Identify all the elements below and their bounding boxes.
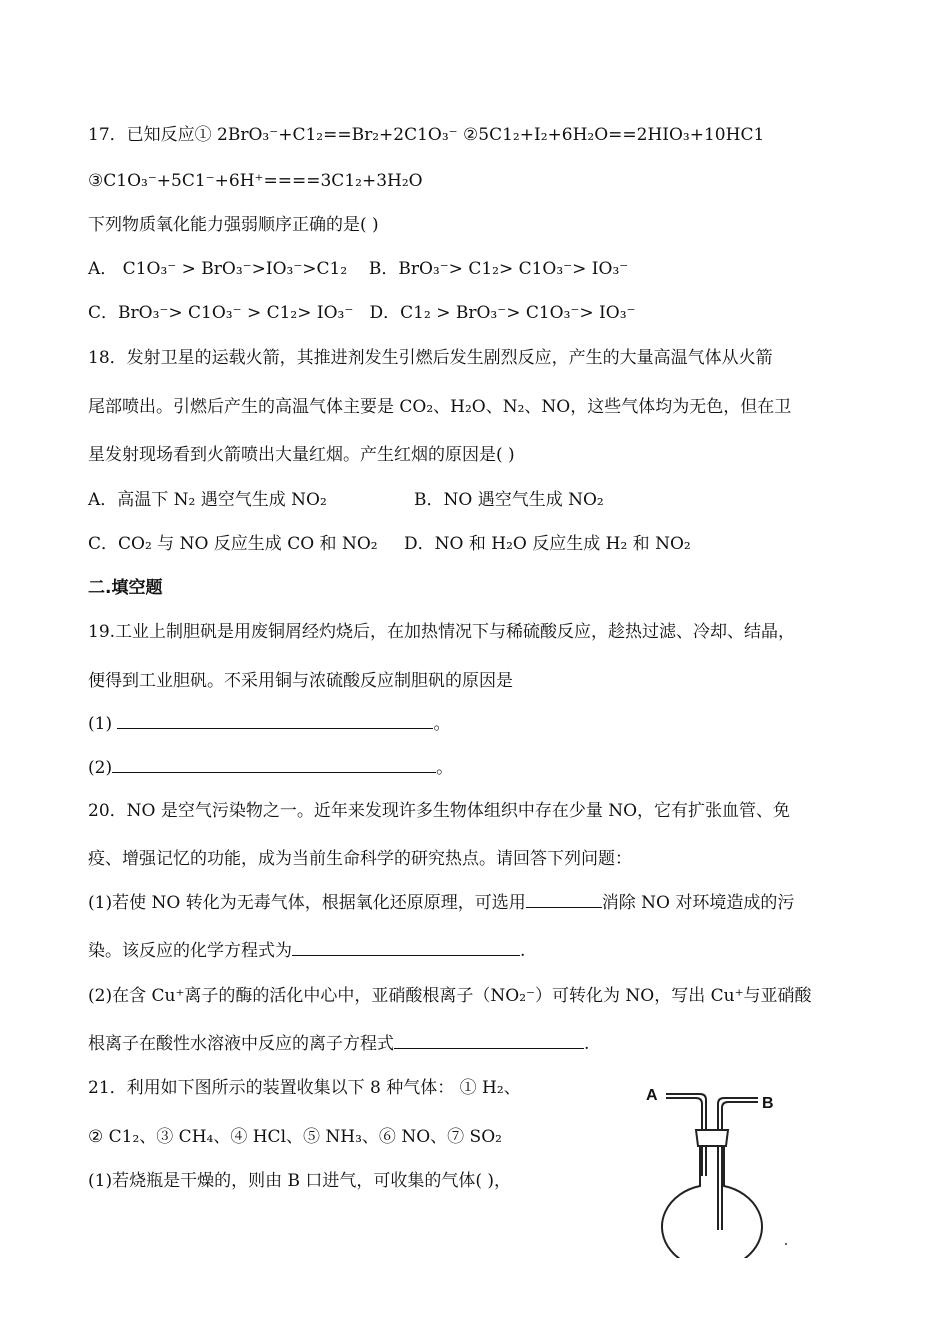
q20-line2: 疫、增强记忆的功能，成为当前生命科学的研究热点。请回答下列问题：	[88, 849, 632, 869]
q18-line3: 星发射现场看到火箭喷出大量红烟。产生红烟的原因是( )	[88, 445, 515, 465]
q18-option-a: A．高温下 N₂ 遇空气生成 NO₂	[88, 490, 327, 510]
q17-question: 下列物质氧化能力强弱顺序正确的是( )	[88, 215, 379, 235]
q18-option-b: B．NO 遇空气生成 NO₂	[414, 490, 604, 510]
q17-circle-1: ①	[194, 125, 212, 145]
q21-line3: (1)若烧瓶是干燥的，则由 B 口进气，可收集的气体( )，	[88, 1171, 512, 1191]
q18-line1: 18．发射卫星的运载火箭，其推进剂发生引燃后发生剧烈反应，产生的大量高温气体从火箭	[88, 348, 773, 368]
q20-part1-text-c: 染。该反应的化学方程式为	[88, 941, 292, 961]
q20-part1-text-b: 消除 NO 对环境造成的污	[601, 893, 795, 913]
q20-part1-line2	[88, 940, 525, 962]
answer-blank[interactable]	[526, 892, 602, 908]
q20-line1: 20．NO 是空气污染物之一。近年来发现许多生物体组织中存在少量 NO，它有扩张血管、免	[88, 801, 791, 821]
q19-part1-label: (1)	[88, 714, 118, 734]
q17-options-cd	[88, 302, 636, 324]
q20-part1-text-a: (1)若使 NO 转化为无毒气体，根据氧化还原原理，可选用	[88, 893, 526, 913]
q17-option-d: D．C1₂ > BrO₃⁻> C1O₃⁻> IO₃⁻	[369, 303, 636, 323]
answer-blank[interactable]	[394, 1033, 584, 1049]
q17-circle-3: ③	[88, 171, 104, 191]
q21-line1: 21．利用如下图所示的装置收集以下 8 种气体： ① H₂、	[88, 1078, 521, 1098]
stopper	[696, 1130, 728, 1146]
q17-reaction-1: 2BrO₃⁻+C1₂==Br₂+2C1O₃⁻	[217, 125, 458, 145]
q20-part2-text-b: 根离子在酸性水溶液中反应的离子方程式	[88, 1034, 394, 1054]
q21-line2: ② C1₂、③ CH₄、④ HCl、⑤ NH₃、⑥ NO、⑦ SO₂	[88, 1127, 502, 1147]
answer-blank[interactable]	[292, 940, 520, 956]
answer-blank[interactable]	[112, 757, 436, 773]
speck	[785, 1243, 787, 1245]
q17-option-a: A． C1O₃⁻ > BrO₃⁻>IO₃⁻>C1₂	[88, 259, 348, 279]
q19-line2: 便得到工业胆矾。不采用铜与浓硫酸反应制胆矾的原因是	[88, 671, 513, 691]
q18-option-d: D．NO 和 H₂O 反应生成 H₂ 和 NO₂	[404, 534, 691, 554]
section-heading: 二.填空题	[88, 578, 163, 598]
q18-option-c: C．CO₂ 与 NO 反应生成 CO 和 NO₂	[88, 534, 378, 554]
q17-reaction-3: C1O₃⁻+5C1⁻+6H⁺====3C1₂+3H₂O	[103, 171, 423, 191]
q17-option-b: B．BrO₃⁻> C1₂> C1O₃⁻> IO₃⁻	[368, 259, 629, 279]
q19-part1	[88, 713, 450, 735]
q17-option-c: C．BrO₃⁻> C1O₃⁻ > C1₂> IO₃⁻	[88, 303, 354, 323]
q19-part2-end: 。	[436, 758, 454, 778]
q20-part1-dot: .	[520, 941, 526, 961]
q18-line2: 尾部喷出。引燃后产生的高温气体主要是 CO₂、H₂O、N₂、NO，这些气体均为无色，但在卫	[88, 397, 792, 417]
q17-reaction-2: 5C1₂+I₂+6H₂O==2HIO₃+10HC1	[478, 125, 765, 145]
q19-line1: 19.工业上制胆矾是用废铜屑经灼烧后，在加热情况下与稀硫酸反应，趁热过滤、冷却、结晶，	[88, 622, 796, 642]
q19-part2	[88, 757, 453, 779]
q20-part2-dot: .	[584, 1034, 590, 1054]
q17-circle-2: ②	[463, 125, 479, 145]
q17-number: 17．	[88, 125, 127, 145]
q19-part1-end: 。	[433, 714, 451, 734]
label-b: B	[762, 1095, 774, 1112]
q17-line1	[88, 124, 764, 146]
label-a: A	[646, 1087, 658, 1104]
q17-options-ab	[88, 258, 628, 280]
q20-part2-line1: (2)在含 Cu⁺离子的酶的活化中心中，亚硝酸根离子（NO₂⁻）可转化为 NO，写出 Cu⁺与亚硝酸	[88, 986, 812, 1006]
q20-part2-line2	[88, 1033, 589, 1055]
gas-collection-flask-diagram	[640, 1082, 800, 1258]
q20-part1-line1	[88, 892, 794, 914]
answer-blank[interactable]	[117, 713, 433, 729]
q17-intro: 已知反应	[126, 125, 195, 145]
q17-line2	[88, 170, 423, 192]
q19-part2-label: (2)	[88, 758, 113, 778]
round-bottom-flask	[662, 1146, 762, 1258]
